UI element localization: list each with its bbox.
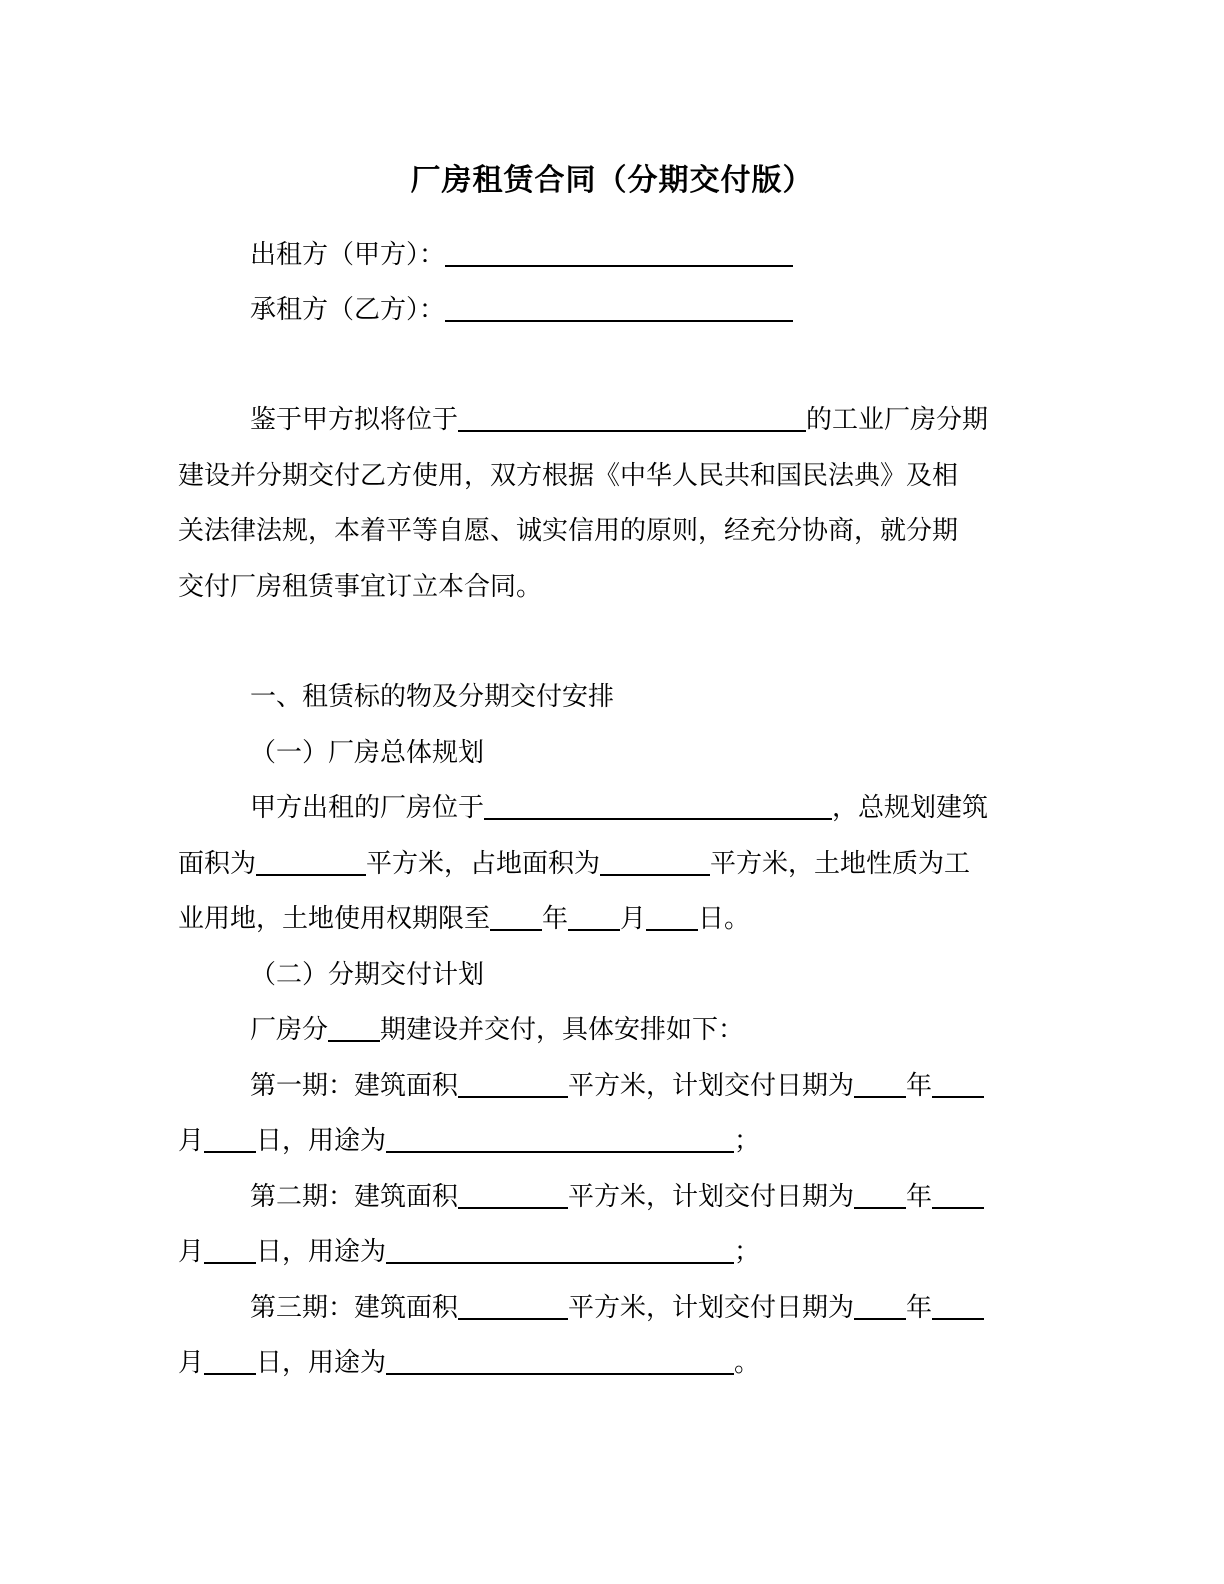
lessor-label: 出租方（甲方）： (250, 240, 446, 270)
land-area-blank[interactable] (600, 844, 710, 876)
phase-text: 日，用途为 (256, 1126, 387, 1156)
phase-area-blank[interactable] (458, 1177, 568, 1209)
phase-year-blank[interactable] (854, 1177, 906, 1209)
preamble-text: 鉴于甲方拟将位于 (250, 405, 459, 435)
year-blank[interactable] (490, 899, 542, 931)
phase-year-blank[interactable] (854, 1066, 906, 1098)
phase-text: 年 (906, 1071, 933, 1101)
phase-text: 平方米，计划交付日期为 (568, 1071, 855, 1101)
plan-text: 面积为 (178, 849, 257, 879)
phase-text: 月 (178, 1126, 205, 1156)
phase-text: 日，用途为 (256, 1237, 387, 1267)
phase-text: 年 (906, 1293, 933, 1323)
phase-label: 第一期：建筑面积 (250, 1071, 459, 1101)
phase-day-blank[interactable] (204, 1343, 256, 1375)
phase-2-line-1 (250, 1177, 984, 1217)
plan-text: 甲方出租的厂房位于 (250, 793, 485, 823)
plan-line-3 (178, 899, 750, 939)
phase-day-blank[interactable] (204, 1121, 256, 1153)
phase-area-blank[interactable] (458, 1288, 568, 1320)
total-area-blank[interactable] (256, 844, 366, 876)
phase-end: ； (734, 1237, 761, 1267)
plan-line-2 (178, 844, 970, 884)
phase-day-blank[interactable] (204, 1232, 256, 1264)
phases-text: 厂房分 (250, 1015, 329, 1045)
phase-use-blank[interactable] (386, 1343, 734, 1375)
preamble-line-4: 交付厂房租赁事宜订立本合同。 (178, 572, 543, 602)
phase-text: 年 (906, 1182, 933, 1212)
lessor-line (250, 235, 793, 275)
phases-intro (250, 1010, 744, 1050)
lessor-blank[interactable] (445, 235, 793, 267)
phase-1-line-1 (250, 1066, 984, 1106)
phase-month-blank[interactable] (932, 1177, 984, 1209)
subsection-heading-1: （一）厂房总体规划 (250, 738, 485, 768)
phase-label: 第三期：建筑面积 (250, 1293, 459, 1323)
phase-month-blank[interactable] (932, 1288, 984, 1320)
plan-text: 日。 (698, 904, 751, 934)
phase-use-blank[interactable] (386, 1121, 734, 1153)
lessee-line (250, 290, 793, 330)
phases-text: 期建设并交付，具体安排如下： (380, 1015, 745, 1045)
preamble-line-3: 关法律法规，本着平等自愿、诚实信用的原则，经充分协商，就分期 (178, 516, 959, 546)
subsection-heading-2: （二）分期交付计划 (250, 960, 485, 990)
day-blank[interactable] (646, 899, 698, 931)
section-heading: 一、租赁标的物及分期交付安排 (250, 682, 615, 712)
lessee-blank[interactable] (445, 290, 793, 322)
phase-1-line-2 (178, 1121, 760, 1161)
phase-month-blank[interactable] (932, 1066, 984, 1098)
phase-text: 月 (178, 1348, 205, 1378)
page-title: 厂房租赁合同（分期交付版） (410, 163, 814, 198)
phase-year-blank[interactable] (854, 1288, 906, 1320)
preamble-line-2: 建设并分期交付乙方使用，双方根据《中华人民共和国民法典》及相 (178, 461, 959, 491)
plan-text: ，总规划建筑 (832, 793, 989, 823)
phase-text: 平方米，计划交付日期为 (568, 1293, 855, 1323)
plan-text: 平方米，土地性质为工 (710, 849, 971, 879)
phase-use-blank[interactable] (386, 1232, 734, 1264)
plan-text: 月 (620, 904, 647, 934)
phase-label: 第二期：建筑面积 (250, 1182, 459, 1212)
month-blank[interactable] (568, 899, 620, 931)
phase-3-line-2 (178, 1343, 760, 1383)
plan-text: 业用地，土地使用权期限至 (178, 904, 491, 934)
phase-text: 月 (178, 1237, 205, 1267)
phase-text: 平方米，计划交付日期为 (568, 1182, 855, 1212)
plan-text: 平方米，占地面积为 (366, 849, 601, 879)
lessee-label: 承租方（乙方）： (250, 295, 446, 325)
phase-text: 日，用途为 (256, 1348, 387, 1378)
location-blank[interactable] (458, 400, 806, 432)
plan-line-1 (250, 788, 988, 828)
plan-text: 年 (542, 904, 569, 934)
phase-area-blank[interactable] (458, 1066, 568, 1098)
phase-end: ； (734, 1126, 761, 1156)
factory-location-blank[interactable] (484, 788, 832, 820)
preamble-text: 的工业厂房分期 (806, 405, 989, 435)
phase-end: 。 (734, 1348, 761, 1378)
preamble-line-1 (250, 400, 988, 440)
phase-2-line-2 (178, 1232, 760, 1272)
phase-count-blank[interactable] (328, 1010, 380, 1042)
phase-3-line-1 (250, 1288, 984, 1328)
